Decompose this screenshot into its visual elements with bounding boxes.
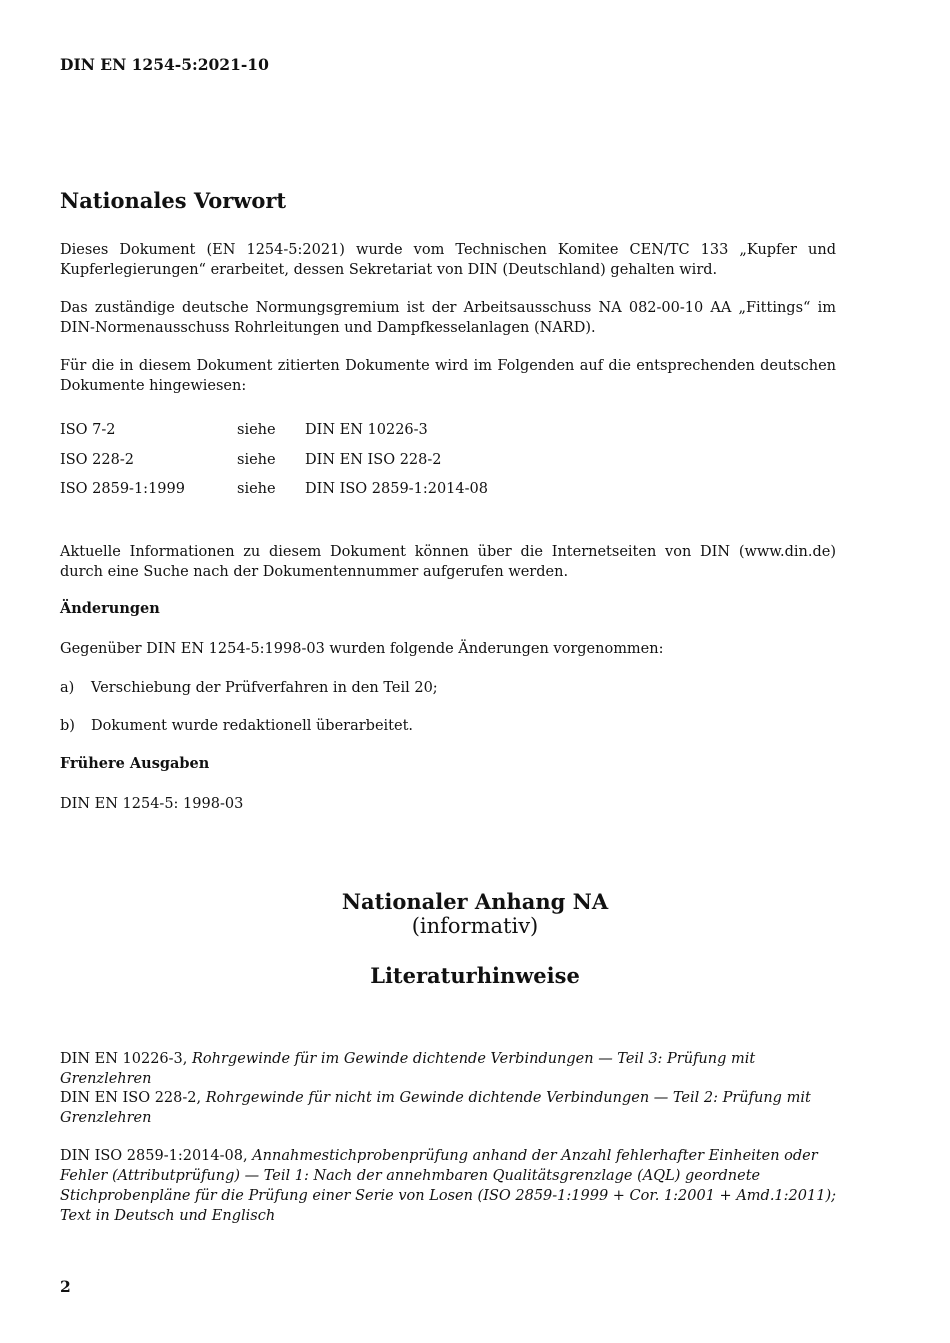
reference-din: DIN ISO 2859-1:2014-08 [305,481,488,497]
bibliography-entry [60,1049,836,1089]
list-item [60,716,836,736]
list-item [60,678,836,698]
bibliography-title-text: Rohrgewinde für nicht im Gewinde dichtende Verbindungen — Teil 2: Prüfung mit Grenzlehren [60,1090,811,1126]
reference-see: siehe [237,422,276,438]
list-text: Verschiebung der Prüfverfahren in den Teil 20; [91,680,438,696]
reference-iso: ISO 2859-1:1999 [60,481,185,497]
bibliography-ref: DIN EN ISO 228-2, [60,1090,206,1106]
bibliography-entry [60,1088,836,1128]
bibliography-title: Literaturhinweise [370,963,580,988]
paragraph-committee: Dieses Dokument (EN 1254-5:2021) wurde vom Technischen Komitee CEN/TC 133 „Kupfer und Kupferlegierungen“ erarbeitet, dessen Sekretariat von DIN (Deutschland) gehalten wird. [60,242,836,278]
reference-din: DIN EN 10226-3 [305,422,428,438]
reference-iso: ISO 7-2 [60,422,116,438]
paragraph-current-info: Aktuelle Informationen zu diesem Dokument können über die Internetseiten von DIN (www.din.de) durch eine Suche nach der Dokumentennummer aufgerufen werden. [60,544,836,580]
document-id: DIN EN 1254-5:2021-10 [60,55,269,74]
list-text: Dokument wurde redaktionell überarbeitet. [91,718,414,734]
changes-heading: Änderungen [60,600,160,617]
annex-subtitle: (informativ) [411,914,539,938]
bibliography-entry [60,1146,836,1226]
reference-see: siehe [237,481,276,497]
page-number: 2 [60,1277,71,1296]
section-title-vorwort: Nationales Vorwort [60,188,287,213]
paragraph-standards-body: Das zuständige deutsche Normungsgremium ist der Arbeitsausschuss NA 082-00-10 AA „Fittings“ im DIN-Normenausschuss Rohrleitungen und Dampfkesselanlagen (NARD). [60,300,836,336]
bibliography-title-text: Rohrgewinde für im Gewinde dichtende Verbindungen — Teil 3: Prüfung mit Grenzlehren [60,1051,756,1087]
paragraph-referenced-docs: Für die in diesem Dokument zitierten Dokumente wird im Folgenden auf die entsprechenden deutschen Dokumente hingewiesen: [60,358,836,394]
bibliography-ref: DIN EN 10226-3, [60,1051,193,1067]
list-marker: b) [60,718,75,734]
reference-row [60,479,836,499]
earlier-editions-heading: Frühere Ausgaben [60,755,210,772]
reference-see: siehe [237,452,276,468]
reference-row [60,450,836,470]
reference-din: DIN EN ISO 228-2 [305,452,442,468]
bibliography-title-text: Annahmestichprobenprüfung anhand der Anzahl fehlerhafter Einheiten oder Fehler (Attributprüfung) — Teil 1: Nach der annehmbaren Qualitätsgrenzlage (AQL) geordnete Stichprobenpläne für die Prüfung einer Serie von Losen (ISO 2859-1:1999 + Cor. 1:2001 + Amd.1:2011); Text in Deutsch und Englisch [60,1148,836,1224]
annex-title: Nationaler Anhang NA [341,889,609,914]
list-marker: a) [60,680,75,696]
bibliography-ref: DIN ISO 2859-1:2014-08, [60,1148,253,1164]
earlier-editions-text: DIN EN 1254-5: 1998-03 [60,796,244,812]
reference-row [60,420,836,440]
reference-iso: ISO 228-2 [60,452,134,468]
changes-intro: Gegenüber DIN EN 1254-5:1998-03 wurden folgende Änderungen vorgenommen: [60,641,664,657]
